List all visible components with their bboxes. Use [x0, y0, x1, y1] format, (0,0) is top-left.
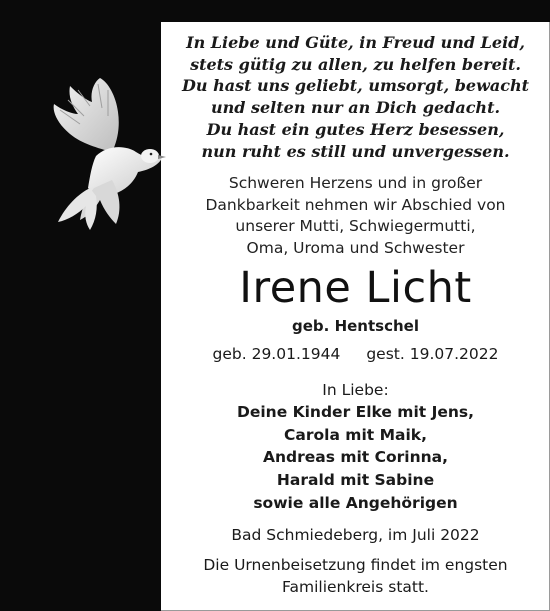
poem — [161, 32, 550, 162]
life-dates — [161, 343, 550, 365]
intro-text — [161, 173, 550, 259]
notice-line: Familienkreis statt. — [282, 578, 429, 597]
poem-line: In Liebe und Güte, in Freud und Leid, — [186, 33, 525, 52]
poem-line: Du hast ein gutes Herz besessen, — [206, 119, 505, 139]
intro-line: Schweren Herzens und in großer — [228, 174, 483, 193]
maiden-name: geb. Hentschel — [292, 317, 419, 336]
family-line: Andreas mit Corinna, — [262, 448, 449, 467]
family-line: sowie alle Angehörigen — [253, 493, 458, 512]
family-list — [161, 401, 550, 514]
love-label: In Liebe: — [322, 381, 389, 400]
family-line: Deine Kinder Elke mit Jens, — [236, 403, 475, 422]
family-line: Carola mit Maik, — [284, 425, 427, 444]
dove-icon — [38, 60, 178, 240]
deceased-name: Irene Licht — [239, 263, 472, 314]
place-date: Bad Schmiedeberg, im Juli 2022 — [231, 526, 480, 545]
notice-line: Die Urnenbeisetzung findet im engsten — [203, 556, 508, 575]
poem-line: nun ruht es still und unvergessen. — [201, 141, 510, 161]
birth-date: geb. 29.01.1944 — [212, 345, 341, 364]
notice-content — [161, 22, 550, 611]
intro-line: Dankbarkeit nehmen wir Abschied von — [205, 195, 506, 214]
poem-line: und selten nur an Dich gedacht. — [210, 98, 501, 118]
poem-line: Du hast uns geliebt, umsorgt, bewacht — [182, 76, 529, 96]
family-line: Harald mit Sabine — [276, 471, 435, 489]
intro-line: unserer Mutti, Schwiegermutti, — [235, 217, 476, 236]
intro-line: Oma, Uroma und Schwester — [246, 238, 465, 257]
death-date: gest. 19.07.2022 — [366, 345, 499, 364]
poem-line: stets gütig zu allen, zu helfen bereit. — [190, 54, 521, 74]
burial-notice — [161, 554, 550, 598]
